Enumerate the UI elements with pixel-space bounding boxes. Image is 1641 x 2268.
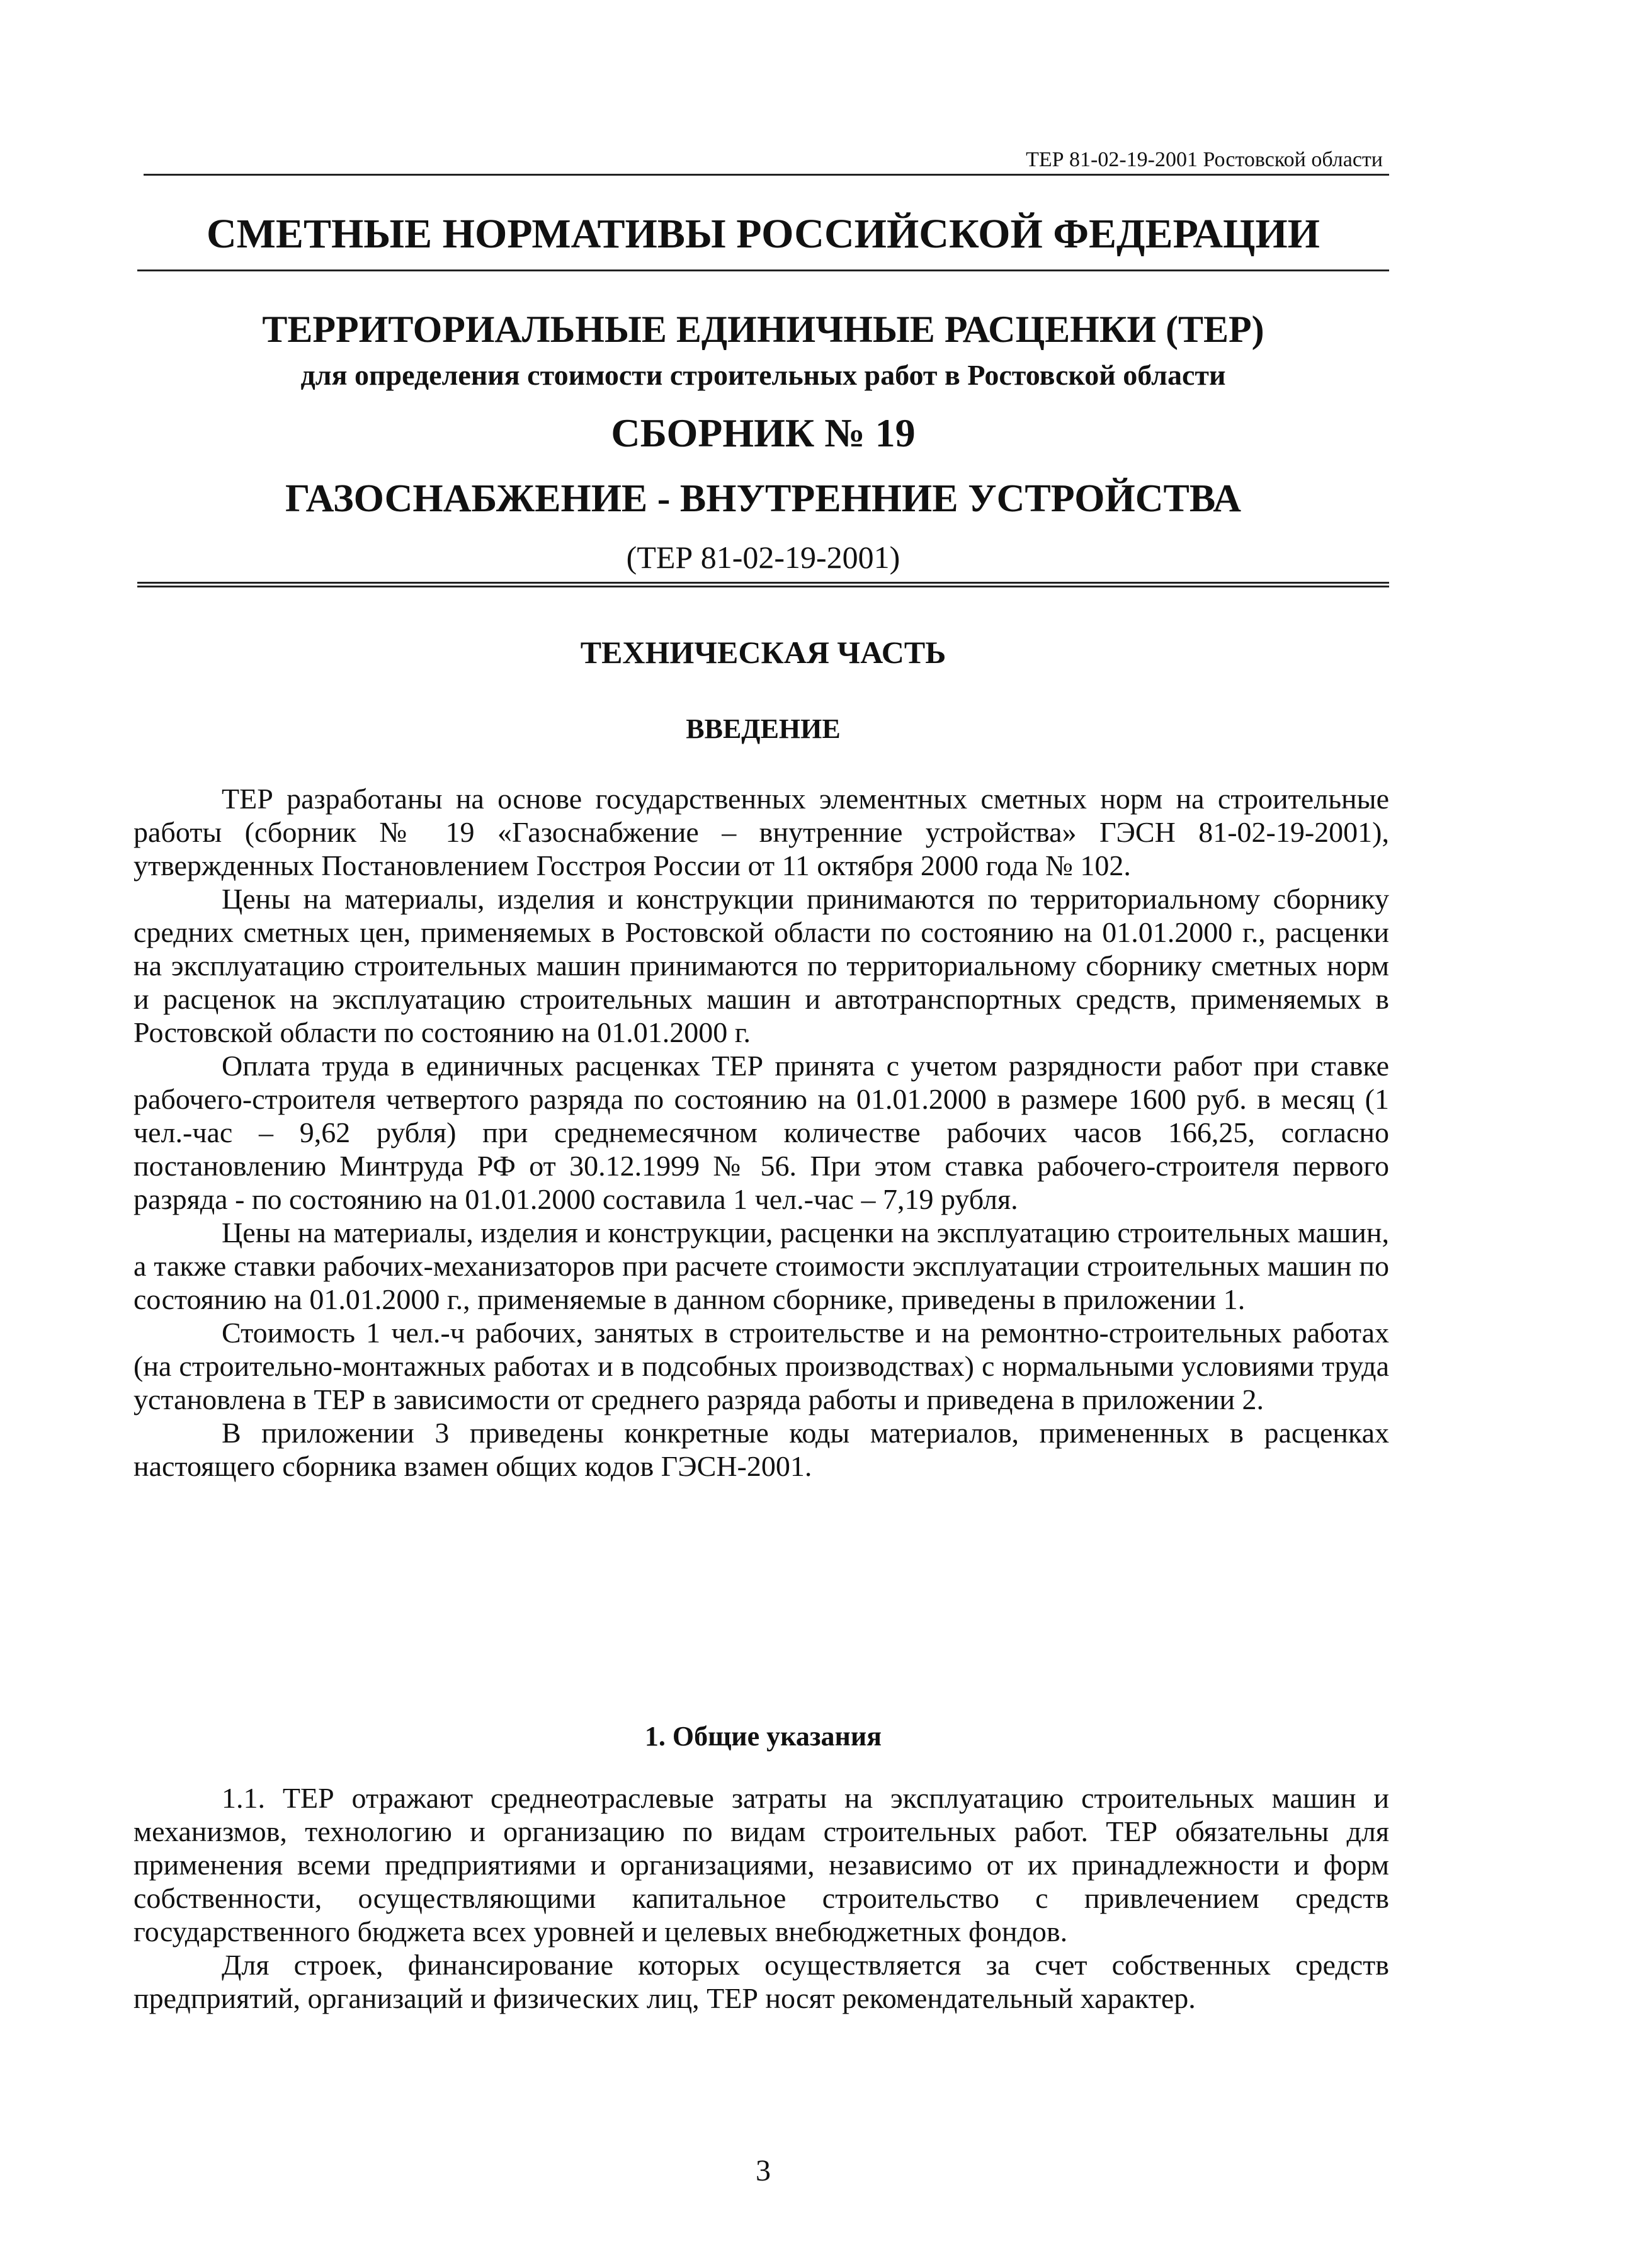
intro-paragraph: Стоимость 1 чел.-ч рабочих, занятых в строительстве и на ремонтно-строительных работах (на строительно-монтажных работах и в подсобных производствах) с нормальными условиями труда установлена в ТЕР в зависимости от среднего разряда работы и приведена в приложении 2.	[133, 1317, 1389, 1415]
introduction-heading: ВВЕДЕНИЕ	[686, 713, 841, 744]
general-paragraph: 1.1. ТЕР отражают среднеотраслевые затраты на эксплуатацию строительных машин и механизмов, технологию и организацию по видам строительных работ. ТЕР обязательны для применения всеми предприятиями и организациями, независимо от их принадлежности и форм собственности, осуществляющими капитальное строительство с привлечением средств государственного бюджета всех уровней и целевых внебюджетных фондов.	[133, 1782, 1389, 1948]
subject-title: ГАЗОСНАБЖЕНИЕ - ВНУТРЕННИЕ УСТРОЙСТВА	[285, 477, 1242, 520]
intro-paragraph: В приложении 3 приведены конкретные коды материалов, примененных в расценках настоящего сборника взамен общих кодов ГЭСН-2001.	[133, 1417, 1389, 1482]
title-rule	[137, 269, 1389, 271]
page-number: 3	[756, 2154, 771, 2187]
ter-title: ТЕРРИТОРИАЛЬНЫЕ ЕДИНИЧНЫЕ РАСЦЕНКИ (ТЕР)	[262, 309, 1264, 350]
collection-title: СБОРНИК № 19	[611, 411, 916, 455]
intro-paragraph: Оплата труда в единичных расценках ТЕР принята с учетом разрядности работ при ставке рабочего-строителя четвертого разряда по состоянию на 01.01.2000 в размере 1600 руб. в месяц (1 чел.-час – 9,62 рубля) при среднемесячном количестве рабочих часов 166,25, согласно постановлению Минтруда РФ от 30.12.1999 № 56. При этом ставка рабочего-строителя первого разряда - по состоянию на 01.01.2000 составила 1 чел.-час – 7,19 рубля.	[133, 1050, 1389, 1215]
intro-paragraph: Цены на материалы, изделия и конструкции принимаются по территориальному сборнику средних сметных цен, применяемых в Ростовской области по состоянию на 01.01.2000 г., расценки на эксплуатацию строительных машин принимаются по территориальному сборнику сметных норм и расценок на эксплуатацию строительных машин и автотранспортных средств, применяемых в Ростовской области по состоянию на 01.01.2000 г.	[133, 883, 1389, 1048]
general-paragraph: Для строек, финансирование которых осуществляется за счет собственных средств предприятий, организаций и физических лиц, ТЕР носят рекомендательный характер.	[133, 1949, 1389, 2014]
intro-paragraph: ТЕР разработаны на основе государственных элементных сметных норм на строительные работы (сборник № 19 «Газоснабжение – внутренние устройства» ГЭСН 81-02-19-2001), утвержденных Постановлением Госстроя России от 11 октября 2000 года № 102.	[133, 783, 1389, 882]
ter-subtitle: для определения стоимости строительных работ в Ростовской области	[300, 359, 1226, 391]
intro-paragraph: Цены на материалы, изделия и конструкции, расценки на эксплуатацию строительных машин, а также ставки рабочих-механизаторов при расчете стоимости эксплуатации строительных машин по состоянию на 01.01.2000 г., применяемые в данном сборнике, приведены в приложении 1.	[133, 1216, 1389, 1315]
title-double-rule	[137, 582, 1389, 587]
general-instructions-text	[133, 1781, 1389, 2015]
general-instructions-heading: 1. Общие указания	[644, 1721, 882, 1752]
document-code: (ТЕР 81-02-19-2001)	[626, 540, 900, 575]
introduction-text	[133, 782, 1389, 1483]
running-header: ТЕР 81-02-19-2001 Ростовской области	[144, 146, 1389, 176]
main-title: СМЕТНЫЕ НОРМАТИВЫ РОССИЙСКОЙ ФЕДЕРАЦИИ	[206, 211, 1320, 257]
technical-part-heading: ТЕХНИЧЕСКАЯ ЧАСТЬ	[580, 635, 946, 670]
